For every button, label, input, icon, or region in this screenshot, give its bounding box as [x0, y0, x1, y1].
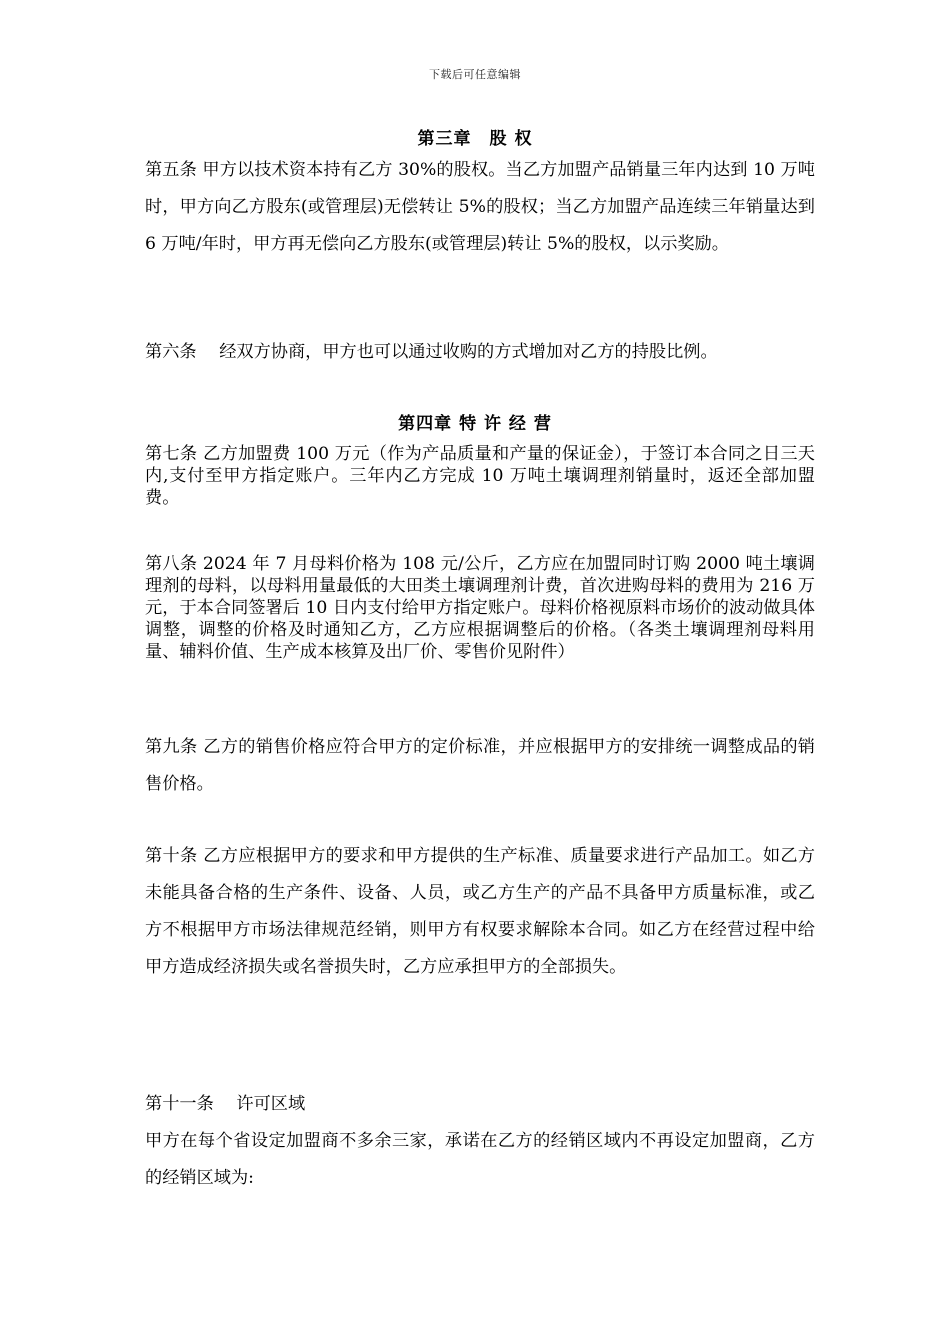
- article-10: 第十条 乙方应根据甲方的要求和甲方提供的生产标准、质量要求进行产品加工。如乙方未能具备合格的生产条件、设备、人员，或乙方生产的产品不具备甲方质量标准，或乙方不根据甲方市场法律规范经销，则甲方有权要求解除本合同。如乙方在经营过程中给甲方造成经济损失或名誉损失时，乙方应承担甲方的全部损失。: [145, 846, 815, 977]
- article-7: 第七条 乙方加盟费 100 万元（作为产品质量和产量的保证金），于签订本合同之日三天内,支付至甲方指定账户。三年内乙方完成 10 万吨土壤调理剂销量时，返还全部加盟费。: [145, 444, 815, 508]
- chapter-3-title: 第三章 股 权: [417, 129, 533, 149]
- article-9: 第九条 乙方的销售价格应符合甲方的定价标准，并应根据甲方的安排统一调整成品的销售价格。: [145, 737, 815, 794]
- article-6: 第六条 经双方协商，甲方也可以通过收购的方式增加对乙方的持股比例。: [145, 342, 718, 362]
- article-11-title: 第十一条 许可区域: [145, 1094, 306, 1114]
- chapter-4-title: 第四章 特 许 经 营: [398, 414, 552, 434]
- page-header: 下载后可任意编辑: [429, 68, 521, 81]
- article-8: 第八条 2024 年 7 月母料价格为 108 元/公斤，乙方应在加盟同时订购 2000 吨土壤调理剂的母料，以母料用量最低的大田类土壤调理剂计费，首次进购母料的费用为 216 万元，于本合同签署后 10 日内支付给甲方指定账户。母料价格视原料市场价的波动做具体调整，调整的价格及时通知乙方，乙方应根据调整后的价格。（各类土壤调理剂母料用量、辅料价值、生产成本核算及出厂价、零售价见附件）: [145, 554, 815, 662]
- article-11-body: 甲方在每个省设定加盟商不多余三家，承诺在乙方的经销区域内不再设定加盟商，乙方的经销区域为:: [145, 1131, 815, 1188]
- article-5: 第五条 甲方以技术资本持有乙方 30%的股权。当乙方加盟产品销量三年内达到 10 万吨时，甲方向乙方股东(或管理层)无偿转让 5%的股权；当乙方加盟产品连续三年销量达到 6 万吨/年时，甲方再无偿向乙方股东(或管理层)转让 5%的股权，以示奖励。: [145, 160, 815, 254]
